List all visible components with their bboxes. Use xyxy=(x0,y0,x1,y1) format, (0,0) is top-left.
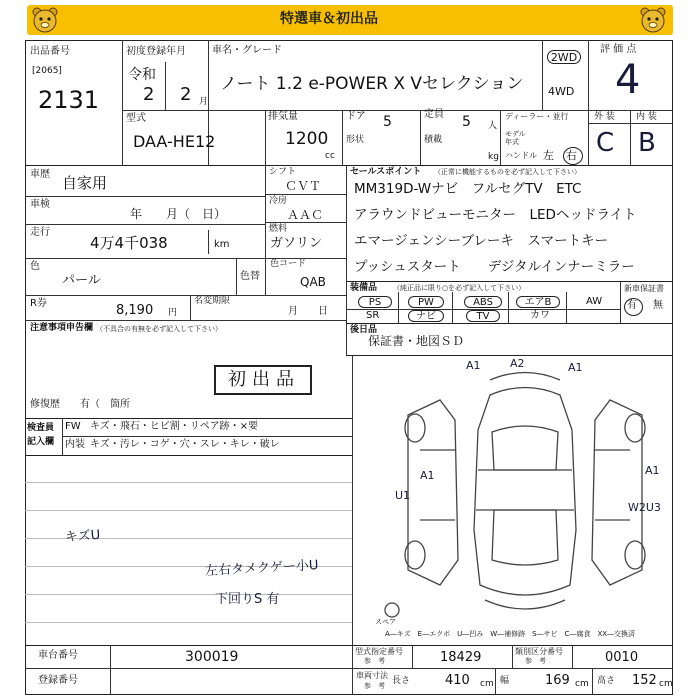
reg-month: 2 xyxy=(180,84,192,105)
mascot-right-icon xyxy=(636,5,670,35)
color-code-label: 色コード xyxy=(270,259,307,269)
equip-navi: ナビ xyxy=(408,310,444,322)
seats-label: 定員 xyxy=(424,109,444,120)
class-sub: 参 考 xyxy=(525,657,546,665)
seats-value: 5 xyxy=(462,114,471,130)
inspector-fw: FW xyxy=(65,421,81,432)
legend-text: A―キズ E―エクボ U―凹み W―補修跡 S―サビ C―腐食 XX―交換済 xyxy=(385,630,636,638)
mark-u1-left: U1 xyxy=(395,489,411,502)
recycle-label: R券 xyxy=(30,298,47,309)
lot-number: 2131 xyxy=(38,86,100,114)
reg-era: 令和 xyxy=(128,67,156,83)
approval-value: 18429 xyxy=(440,650,482,665)
handle-label: ハンドル xyxy=(505,151,537,160)
equip-pw: PW xyxy=(408,296,444,308)
first-stamp-text: 初出品 xyxy=(228,369,300,390)
color-value: パール xyxy=(62,273,101,288)
transfer-label: 名変期限 xyxy=(194,296,231,306)
drive-2wd-badge: 2WD xyxy=(547,50,581,64)
exterior-grade: C xyxy=(596,128,615,158)
caution-label: 注意事項申告欄 xyxy=(30,323,94,333)
type-value: DAA-HE12 xyxy=(133,132,216,151)
spare-label: スペア xyxy=(375,618,396,626)
chassis-value: 300019 xyxy=(185,649,239,665)
disp-label: 排気量 xyxy=(268,111,298,122)
width-label: 幅 xyxy=(500,676,510,686)
doors-label: ドア xyxy=(346,111,366,122)
dims-label: 車両寸法 xyxy=(356,671,388,680)
selling-line-1: MM319D-Wナビ フルセグTV ETC xyxy=(354,181,582,197)
height-unit: cm xyxy=(659,679,673,689)
selling-sub: （正常に機能するものを必ず記入して下さい） xyxy=(434,168,581,176)
dealer-label: ディーラー・並行 xyxy=(505,112,569,121)
note-center-1: 左右タメクゲー小U xyxy=(204,558,319,579)
recycle-value: 8,190 xyxy=(116,303,154,318)
mileage-unit: km xyxy=(214,239,230,250)
mark-a1-top-left: A1 xyxy=(466,359,481,372)
model-year-label: モデル年式 xyxy=(505,130,526,146)
lot-sub: [2065] xyxy=(32,66,62,76)
model-label: 車名・グレード xyxy=(212,45,282,56)
plate-label: 登録番号 xyxy=(38,675,78,686)
selling-label: セールスポイント xyxy=(350,167,422,177)
lot-label: 出品番号 xyxy=(30,46,70,57)
mark-a1-left: A1 xyxy=(420,469,435,482)
shift-label: シフト xyxy=(269,167,297,177)
equip-tv: TV xyxy=(466,310,500,322)
new-car-label: 新車保証書 xyxy=(624,284,664,293)
inspection-value: 年 月（ 日） xyxy=(130,207,227,221)
equip-sr: SR xyxy=(366,310,380,321)
repair-value: 有（ 箇所 xyxy=(80,399,130,410)
length-unit: cm xyxy=(480,679,494,689)
score-value: 4 xyxy=(615,57,641,103)
mark-a1-right: A1 xyxy=(645,464,660,477)
ac-value: ＡＡＣ xyxy=(287,208,324,222)
length-value: 410 xyxy=(445,673,470,688)
reg-year: 2 xyxy=(143,84,155,105)
accessories-value: 保証書・地図ＳＤ xyxy=(368,334,465,348)
recolor-label: 色替 xyxy=(240,271,260,282)
recycle-unit: 円 xyxy=(168,308,178,318)
score-label: 評 価 点 xyxy=(600,44,637,55)
equip-airbag: エアB xyxy=(516,296,560,308)
exterior-label: 外 装 xyxy=(594,112,615,122)
repair-label: 修復歴 xyxy=(30,399,60,410)
reg-label: 初度登録年月 xyxy=(126,46,186,57)
inspector-label-1: 検査員 xyxy=(27,423,55,433)
equip-leather: カワ xyxy=(530,310,550,321)
shift-value: ＣＶＴ xyxy=(285,179,322,193)
inspector-interior-items: キズ・汚レ・コゲ・穴・スレ・キレ・破レ xyxy=(90,439,280,450)
equip-abs: ABS xyxy=(464,296,502,308)
equipment-label: 装備品 xyxy=(350,283,378,293)
inspector-label-2: 記入欄 xyxy=(27,437,55,447)
note-center-2: 下回りS 有 xyxy=(215,592,280,607)
type-label: 型式 xyxy=(126,113,146,124)
width-unit: cm xyxy=(575,679,589,689)
drive-4wd-label: 4WD xyxy=(548,85,575,98)
handle-left: 左 xyxy=(543,149,554,162)
handle-right: 右 xyxy=(566,149,577,162)
chassis-label: 車台番号 xyxy=(38,650,78,661)
doors-value: 5 xyxy=(383,114,392,130)
inspector-exterior-items: キズ・飛石・ヒビ割・リペア跡・×要 xyxy=(90,421,258,432)
class-label: 類別区分番号 xyxy=(515,647,563,656)
first-listing-stamp xyxy=(214,365,312,395)
approval-label: 型式指定番号 xyxy=(355,647,403,656)
selling-line-3: エマージェンシーブレーキ スマートキー xyxy=(354,233,609,249)
car-diagram xyxy=(380,357,670,630)
mark-a1-top-right: A1 xyxy=(568,361,583,374)
caution-sub: （不具合の有無を必ず記入して下さい） xyxy=(96,325,222,333)
dims-sub: 参 考 xyxy=(364,682,385,690)
usage-label: 車歴 xyxy=(30,169,50,180)
inspection-label: 車検 xyxy=(30,199,50,210)
selling-line-2: アラウンドビューモニター LEDヘッドライト xyxy=(354,207,637,223)
fuel-label: 燃料 xyxy=(269,224,288,234)
cap-label: 積載 xyxy=(424,135,443,145)
disp-value: 1200 xyxy=(285,129,329,149)
equip-ps: PS xyxy=(358,296,392,308)
usage-value: 自家用 xyxy=(62,174,108,192)
equipment-sub: （純正品に限り○を必ず記入して下さい） xyxy=(393,284,526,292)
height-value: 152 xyxy=(632,673,657,688)
height-label: 高さ xyxy=(597,676,616,686)
color-code-value: QAB xyxy=(300,275,326,289)
banner-title: 特選車＆初出品 xyxy=(280,11,378,27)
transfer-value: 月 日 xyxy=(288,306,328,317)
inspector-interior: 内装 xyxy=(65,439,85,450)
mark-w2u3-right: W2U3 xyxy=(628,501,661,514)
selling-line-4: プッシュスタート デジタルインナーミラー xyxy=(354,259,635,275)
shape-label: 形状 xyxy=(346,135,365,145)
approval-sub: 参 考 xyxy=(364,657,385,665)
reg-month-unit: 月 xyxy=(199,97,209,107)
ac-label: 冷房 xyxy=(269,196,288,206)
length-label: 長さ xyxy=(392,676,411,686)
equip-aw: AW xyxy=(586,296,603,307)
accessories-label: 後日品 xyxy=(350,325,378,335)
mascot-left-icon xyxy=(28,5,62,35)
new-car-yes: 有 xyxy=(627,300,637,311)
mileage-label: 走行 xyxy=(30,227,50,238)
seats-unit: 人 xyxy=(488,121,498,131)
width-value: 169 xyxy=(545,673,570,688)
kg-unit: kg xyxy=(488,152,499,162)
disp-unit: cc xyxy=(325,151,335,161)
model-name: ノート 1.2 e-POWER X Vセレクション xyxy=(220,74,524,94)
mark-a2-top: A2 xyxy=(510,357,525,370)
note-left: キズU xyxy=(64,527,101,546)
color-label: 色 xyxy=(30,261,40,272)
mileage-value: 4万4千038 xyxy=(90,234,168,252)
interior-label: 内 装 xyxy=(636,112,657,122)
fuel-value: ガソリン xyxy=(270,236,323,251)
class-value: 0010 xyxy=(605,650,639,665)
new-car-no: 無 xyxy=(653,300,663,311)
interior-grade: B xyxy=(638,128,656,158)
